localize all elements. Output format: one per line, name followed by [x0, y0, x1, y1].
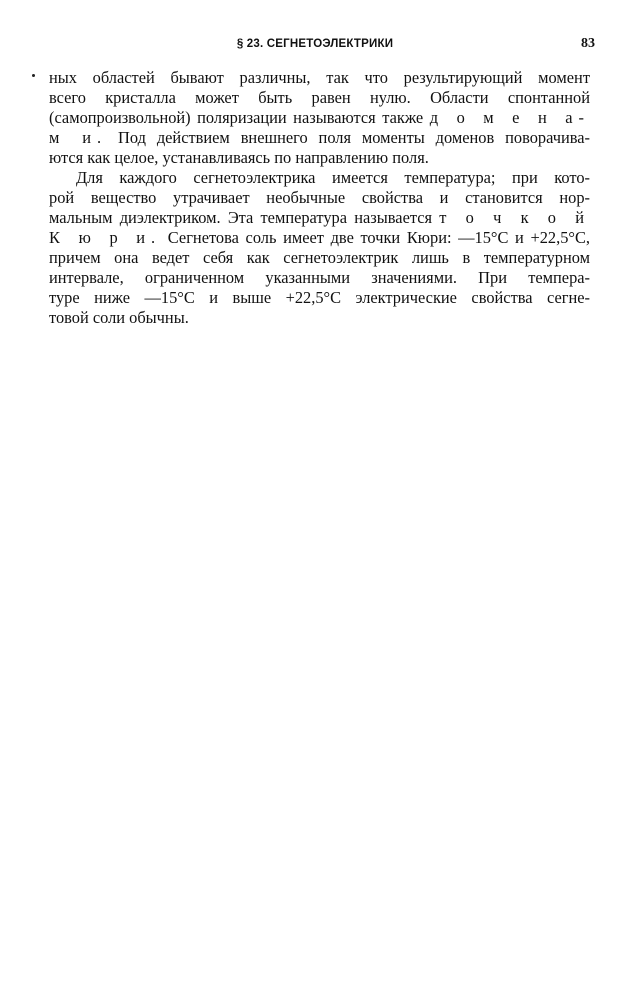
text-line: товой соли обычны. — [49, 308, 189, 327]
text-line — [49, 128, 590, 148]
margin-mark — [32, 74, 35, 77]
text-line — [49, 108, 590, 128]
text-fragment: (самопроизвольной) поляризации называются также — [49, 108, 424, 127]
emphasized-term: м и. — [49, 128, 108, 147]
text-line: туре ниже —15°С и выше +22,5°С электрические свойства сегне- — [49, 288, 590, 307]
running-header: § 23. СЕГНЕТОЭЛЕКТРИКИ — [236, 38, 394, 50]
text-line: всего кристалла может быть равен нулю. Области спонтанной — [49, 88, 590, 107]
text-fragment: Сегнетова соль имеет две точки Кюри: —15°С и +22,5°С, — [167, 228, 590, 247]
text-line: ных областей бывают различны, так что результирующий момент — [49, 68, 590, 87]
text-line — [49, 208, 590, 228]
text-line: Для каждого сегнетоэлектрика имеется температура; при кото- — [76, 168, 590, 187]
text-line: причем она ведет себя как сегнетоэлектрик лишь в температурном — [49, 248, 590, 267]
emphasized-term: К ю р и. — [49, 228, 162, 247]
emphasized-term: т о ч к о й — [439, 208, 590, 227]
text-fragment: Под действием внешнего поля моменты доменов поворачива- — [118, 128, 590, 147]
text-line: рой вещество утрачивает необычные свойства и становится нор- — [49, 188, 590, 207]
text-fragment: мальным диэлектриком. Эта температура называется — [49, 208, 433, 227]
emphasized-term: д о м е н а- — [429, 108, 590, 127]
text-line: интервале, ограниченном указанными значениями. При темпера- — [49, 268, 590, 287]
text-line — [49, 228, 590, 248]
text-line: ются как целое, устанавливаясь по направлению поля. — [49, 148, 429, 167]
page-number: 83 — [581, 36, 595, 51]
